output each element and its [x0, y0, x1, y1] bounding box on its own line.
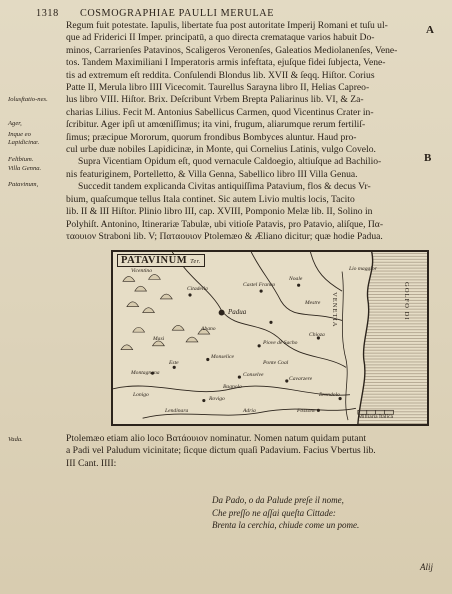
- text-line: nis featuriginem, Portelletto, & Villa Genna, Sabellico libro III Villa Genua.: [66, 168, 358, 180]
- text-line: a Padi vel Paludum vicinitate; ſicque dictum quaſi Padavium. Facius Vbertus lib.: [66, 445, 376, 457]
- text-line: Regum fuit potestate. Iapulis, libertate fua post autoritate Imperij Romani et tuſu ul-: [66, 20, 388, 31]
- map-label-piove: Piove de Sacho: [263, 340, 298, 346]
- map-label-vicentino: Vicentino: [131, 268, 153, 274]
- map-label-golfo: GOLFO DI: [403, 282, 410, 321]
- map-label-cavarzere: Cavarzere: [289, 376, 313, 382]
- text-line: minos, Carrarienſes Patavinos, Scaligeros Veronenſes, Galeatios Mediolanenſes, Vene-: [66, 44, 398, 56]
- map-title-suffix: Ter.: [190, 259, 201, 265]
- verse-line: Che preſſo ne aſſai queſta Cittade:: [212, 507, 336, 518]
- text-line: cul urbe duæ nobiles Lapidicinæ, in Monte, qui Cornelius Latinis, vulgo Covelo.: [66, 144, 376, 156]
- verse-line: Brenta la cerchia, chiude come un pome.: [212, 520, 360, 531]
- text-line: que ad Friderici II Imper. principatū, a quo directa cremataque varios habuit Do-: [66, 32, 375, 44]
- margin-note: Vada.: [8, 436, 23, 443]
- map-label-este: Este: [169, 360, 179, 366]
- map-label-cittadella: Citadella: [187, 286, 208, 292]
- map-title-text: PATAVINUM: [121, 255, 188, 266]
- signature-mark-a: A: [426, 24, 434, 36]
- map-label-monselice: Monselice: [211, 354, 234, 360]
- text-line: Supra Vicentiam Opidum eſt, quod vernacule Caldoegio, altiuſque ad Bachilio-: [78, 156, 382, 168]
- map-label-rovigo: Rovigo: [209, 396, 225, 402]
- text-line: Succedit tandem explicanda Civitas antiquiſſima Patavium, flos & decus Vr-: [78, 181, 371, 193]
- map-label-brondolo: Brondolo: [319, 392, 340, 398]
- body-text-continued: [66, 433, 426, 470]
- map-label-castel: Castel Franco: [243, 282, 276, 288]
- margin-note: Ager,: [8, 120, 22, 127]
- running-title: COSMOGRAPHIAE PAULLI MERULAE: [79, 8, 275, 19]
- map-label-mestre: Mestre: [305, 300, 321, 306]
- map-label-adria: Adria: [243, 408, 256, 414]
- text-line: lib. II & III Hiſtor. Plinio libro III, cap. XVIII, Pomponio Melæ lib. II, Solino in: [66, 206, 373, 218]
- verse-line: Da Pado, o da Palude preſe il nome,: [212, 495, 344, 505]
- text-line: lus libro VIII. Hiſtor. Brix. Deſcribunt Vrbem Brepta Paliarinus lib. VI, & Za-: [66, 94, 364, 106]
- verse-quotation: [212, 494, 359, 532]
- text-line: charias Lilius. Fecit M. Antonius Sabellicus Carmen, quod Vicentinus Crater in-: [66, 106, 374, 118]
- signature-mark-b: B: [424, 152, 432, 164]
- text-line: tis ad extremum eſt reddita. Conſulendi Blondus lib. XVII & ſeqq. Hiſtor. Corius: [66, 69, 375, 81]
- running-head: [36, 8, 416, 19]
- map-label-ponte-coal: Ponte Coal: [263, 360, 289, 366]
- page-number: 1318: [36, 8, 59, 19]
- catchword: Alij: [420, 562, 433, 572]
- map-label-conselve: Conselve: [243, 372, 264, 378]
- map-engraving: [111, 250, 429, 426]
- text-line: Patte II, Merula libro IIII Vicecomit. Taurellus Sarayna libro II, Helias Capreo-: [66, 82, 370, 94]
- map-label-lio: Lio maggior: [349, 266, 377, 272]
- text-line: bium, quaſcumque tellus Itala continet. Sic autem Livio multis locis, Tacito: [66, 193, 355, 205]
- map-scale-label: Milliaria Italica: [358, 414, 393, 420]
- text-line: ταουιον Straboni lib. V; Παταουιον Ptolemæo & Æliano dicitur; quæ hodie Padua.: [66, 230, 383, 242]
- map-label-padua: Padua: [228, 308, 247, 316]
- map-label-venetia: VENETIA: [331, 292, 338, 328]
- map-label-chioza: Chioza: [309, 332, 325, 338]
- text-line: Polyhiſt. Antonino, Itinerariæ Tabulæ, ubi vitioſe Patavis, pro Patavio, aliſque, Πα-: [66, 218, 384, 230]
- map-label-montagnana: Montagnana: [131, 370, 160, 376]
- map-label-fosson: Fossone: [297, 408, 316, 414]
- body-text: [66, 20, 426, 243]
- text-line: tos. Tandem Maximiliani I Imperatoris armis infeftata, ejuſque fidei ſubjecta, Vene-: [66, 57, 386, 69]
- margin-note: Inque eo Lapidicinæ.: [8, 131, 40, 146]
- map-label-lendinara: Lendinara: [165, 408, 189, 414]
- map-label-abano: Abano: [201, 326, 216, 332]
- text-line: ſcribitur. Ager ipſi ut amœniſſimus; ita vini, frugum, aliarumque rerum fertiliſ-: [66, 119, 366, 131]
- map-label-lonigo: Lonigo: [133, 392, 149, 398]
- margin-note: Patavinum,: [8, 181, 39, 188]
- margin-note: Iolusftatio-nes.: [8, 96, 48, 103]
- text-line: III Cant. IIII:: [66, 457, 117, 469]
- margin-note: Feltbium.: [8, 156, 34, 163]
- text-line: ſimus; præcipue Mororum, quorum frondibus Bombyces aluntur. Haud pro-: [66, 131, 357, 143]
- map-label-mas: Masi: [153, 336, 165, 342]
- map-title: [117, 254, 205, 267]
- map-label-noale: Noale: [289, 276, 303, 282]
- margin-note: Villa Genna.: [8, 165, 42, 172]
- map-label-bagnolo: Bagnolo: [223, 384, 242, 390]
- text-line: Ptolemæo etiam alio loco Βατάουιον nominatur. Nomen natum quidam putant: [66, 433, 367, 444]
